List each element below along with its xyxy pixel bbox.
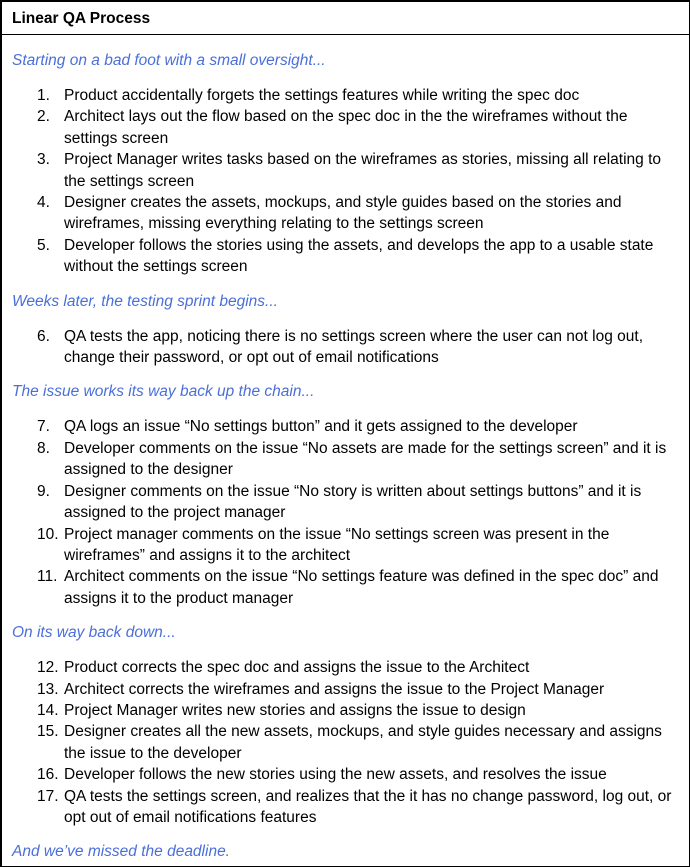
list-item-number: 17.	[37, 787, 59, 805]
list-item	[12, 106, 673, 149]
list-item-text: Designer creates the assets, mockups, and style guides based on the stories and wireframes, missing everything relating to the settings screen	[64, 194, 622, 233]
list-item	[12, 416, 673, 437]
list-item-number: 12.	[37, 659, 59, 677]
list-item	[12, 481, 673, 524]
list-item-text: Architect lays out the flow based on the spec doc in the the wireframes without the settings screen	[64, 108, 628, 147]
numbered-list	[12, 657, 673, 828]
list-item-text: Developer follows the new stories using the new assets, and resolves the issue	[64, 766, 607, 784]
numbered-list	[12, 416, 673, 609]
list-item-number: 2.	[37, 108, 50, 126]
section-heading: Weeks later, the testing sprint begins...	[12, 292, 278, 310]
list-item-text: QA logs an issue “No settings button” and it gets assigned to the developer	[64, 418, 578, 436]
list-item-number: 9.	[37, 482, 50, 500]
list-item-number: 14.	[37, 701, 59, 719]
numbered-list	[12, 326, 673, 369]
section-heading: The issue works its way back up the chain...	[12, 383, 315, 401]
list-item-text: Project Manager writes tasks based on the wireframes as stories, missing all relating to the settings screen	[64, 151, 661, 190]
list-item-number: 5.	[37, 236, 50, 254]
list-item-text: Designer comments on the issue “No story is written about settings buttons” and it is assigned to the project manager	[64, 482, 642, 522]
list-item-text: Product corrects the spec doc and assigns the issue to the Architect	[64, 659, 530, 677]
list-item-number: 10.	[37, 525, 59, 543]
list-item-number: 6.	[37, 327, 50, 345]
list-item	[12, 566, 673, 609]
section-heading: And we’ve missed the deadline.	[12, 843, 230, 861]
list-item-text: QA tests the app, noticing there is no settings screen where the user can not log out, change their password, or opt out of email notifications	[64, 327, 644, 367]
list-item-text: Architect comments on the issue “No settings feature was defined in the spec doc” and assigns it to the product manager	[64, 568, 659, 607]
list-item-text: Project manager comments on the issue “No settings screen was present in the wireframes” and assigns it to the architect	[64, 525, 610, 564]
list-item-text: Product accidentally forgets the settings features while writing the spec doc	[64, 87, 580, 104]
list-item-number: 3.	[37, 151, 50, 169]
list-item-text: Architect corrects the wireframes and assigns the issue to the Project Manager	[64, 680, 605, 698]
list-item-number: 16.	[37, 766, 59, 784]
list-item-number: 11.	[37, 568, 58, 586]
list-item-number: 8.	[37, 439, 50, 457]
list-item-text: Designer creates all the new assets, mockups, and style guides necessary and assigns the issue to the developer	[64, 723, 662, 762]
section-heading: On its way back down...	[12, 624, 176, 642]
document-body	[2, 35, 689, 861]
list-item-number: 1.	[37, 87, 50, 104]
list-item-text: Developer comments on the issue “No assets are made for the settings screen” and it is assigned to the designer	[64, 439, 667, 479]
title-bar	[2, 2, 689, 35]
list-item-text: QA tests the settings screen, and realizes that the it has no change password, log out, or opt out of email notifications features	[64, 787, 672, 826]
list-item-number: 15.	[37, 723, 59, 741]
section-heading: Starting on a bad foot with a small oversight...	[12, 52, 326, 69]
numbered-list	[12, 85, 673, 278]
list-item-number: 4.	[37, 194, 50, 212]
list-item-text: Project Manager writes new stories and assigns the issue to design	[64, 701, 526, 719]
list-item	[12, 326, 673, 369]
page-title: Linear QA Process	[12, 10, 151, 27]
list-item	[12, 679, 673, 700]
list-item	[12, 149, 673, 192]
list-item	[12, 235, 673, 278]
list-item-number: 13.	[37, 680, 59, 698]
list-item	[12, 657, 673, 678]
list-item	[12, 192, 673, 235]
list-item	[12, 786, 673, 829]
list-item	[12, 438, 673, 481]
list-item	[12, 700, 673, 721]
list-item-number: 7.	[37, 418, 50, 436]
list-item	[12, 721, 673, 764]
list-item	[12, 85, 673, 106]
list-item	[12, 524, 673, 567]
list-item-text: Developer follows the stories using the assets, and develops the app to a usable state without the settings screen	[64, 236, 654, 276]
list-item	[12, 764, 673, 785]
